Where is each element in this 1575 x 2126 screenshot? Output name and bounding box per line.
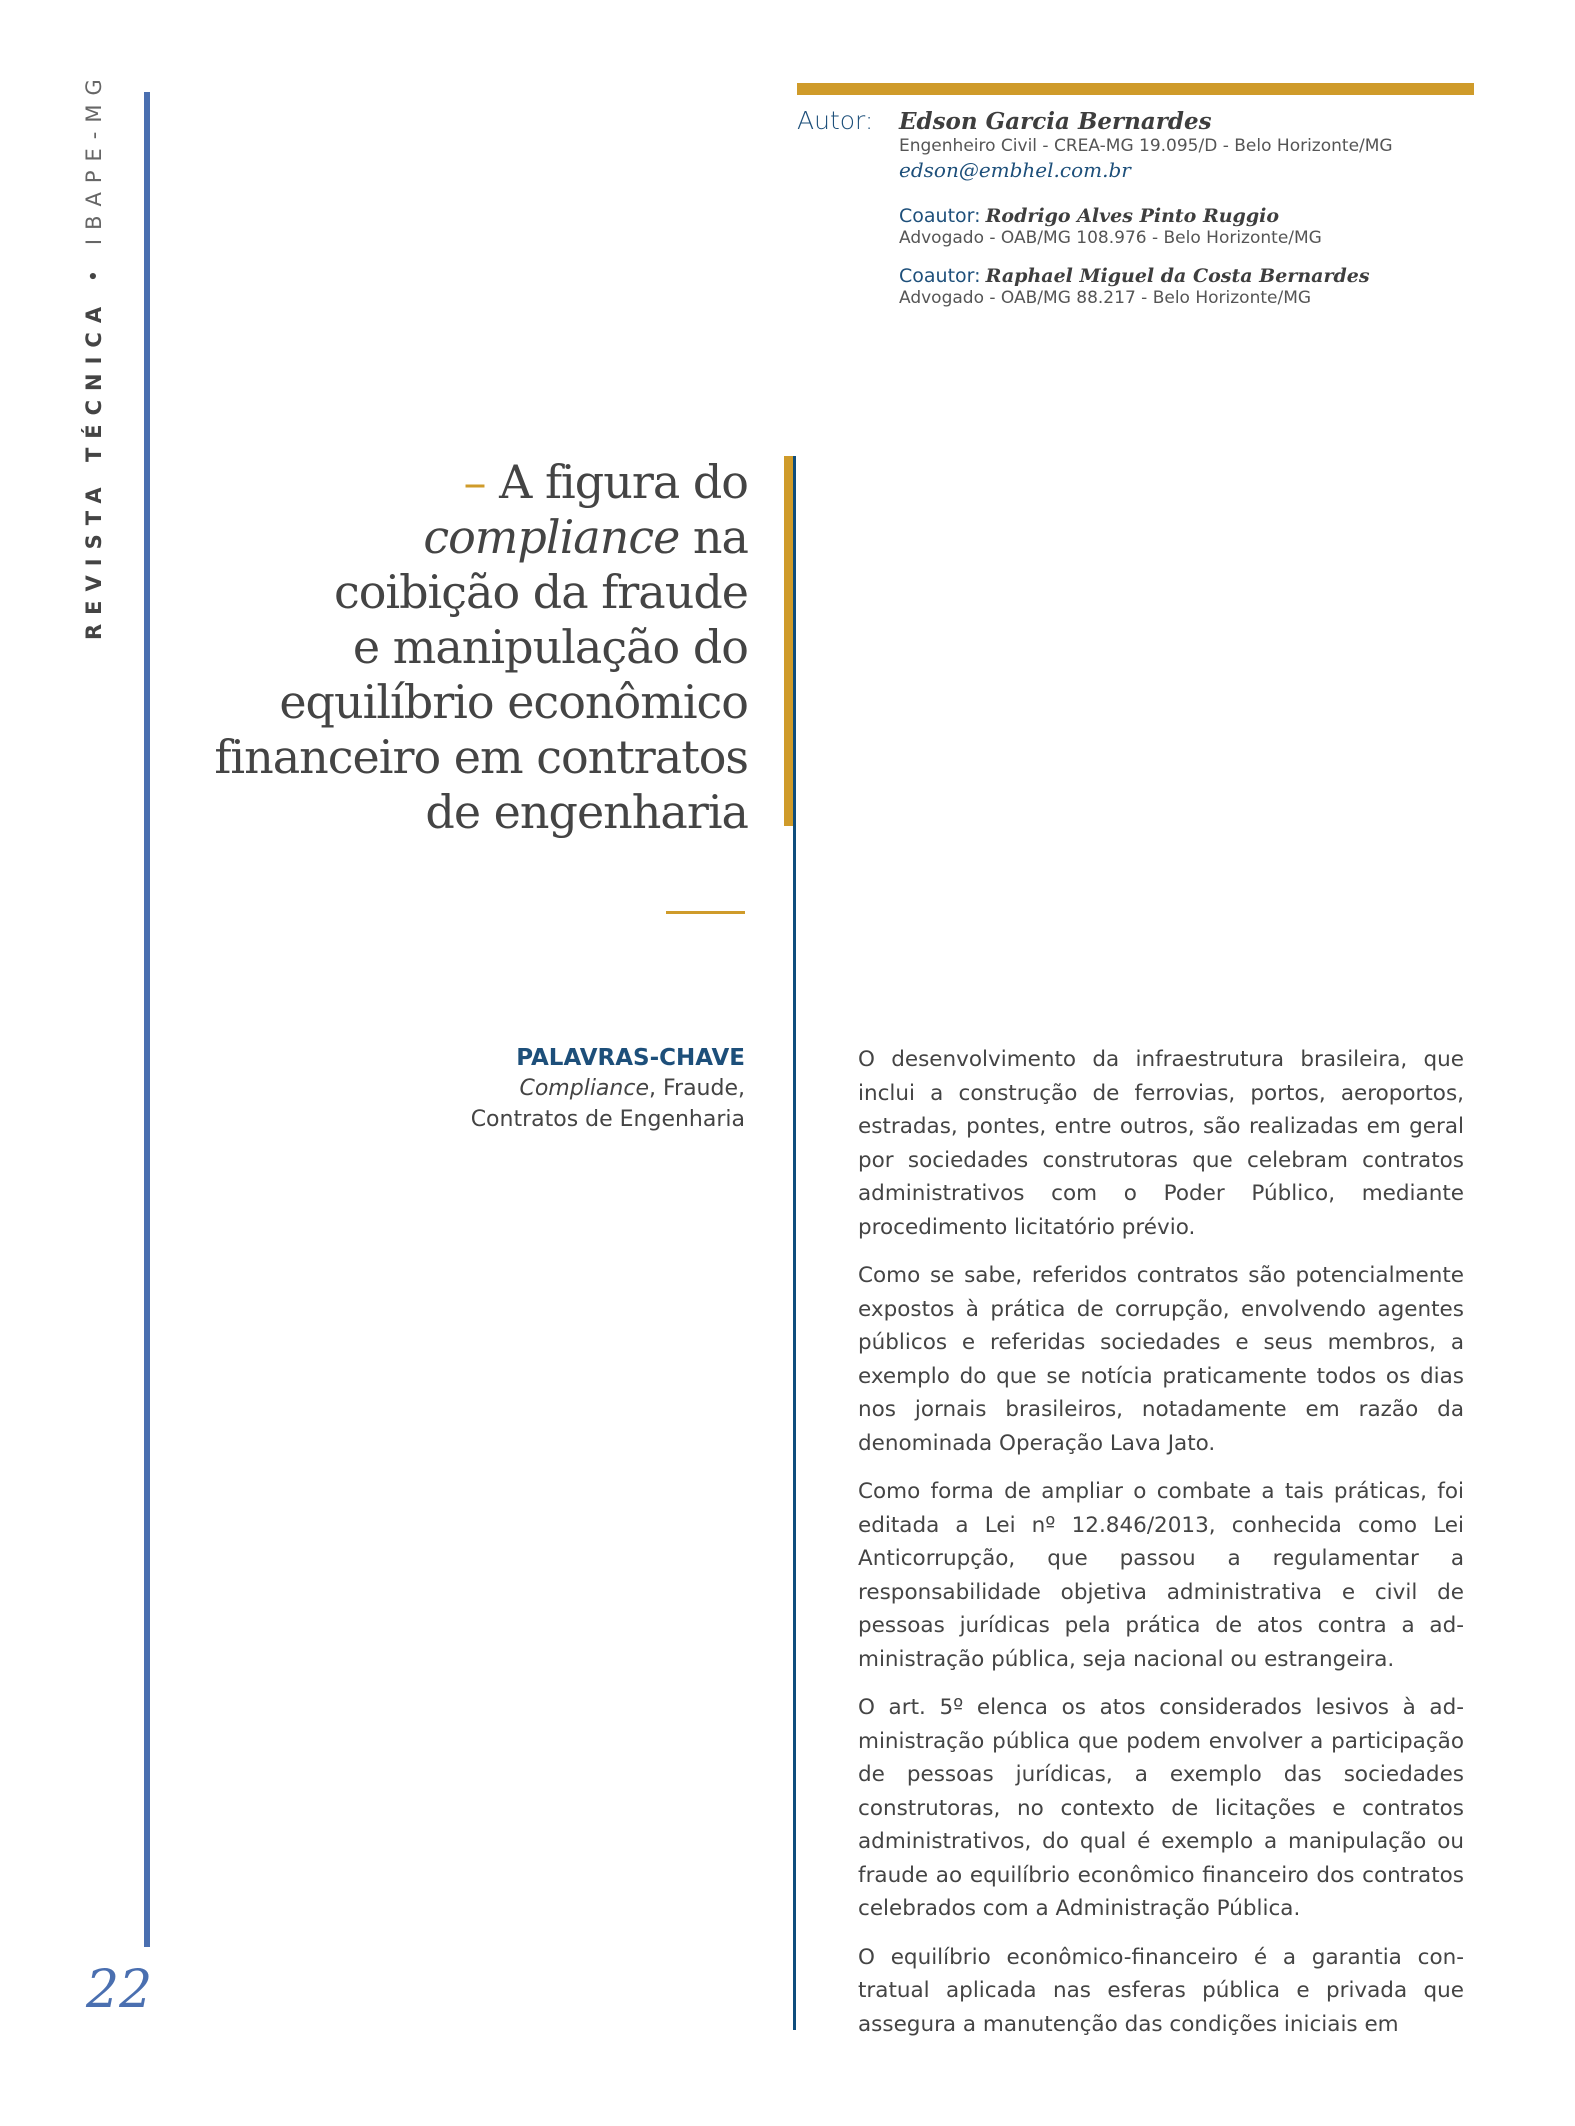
page-number: 22: [86, 1960, 153, 2020]
author-row: [797, 106, 1477, 135]
title-line: de engenharia: [425, 785, 748, 839]
author-credentials: Engenheiro Civil - CREA-MG 19.095/D - Belo Horizonte/MG: [899, 136, 1393, 156]
coauthor-entry: [899, 265, 1477, 309]
keyword-text: , Fraude,: [648, 1076, 745, 1101]
title-accent-bar: [784, 456, 793, 826]
title-underline-accent: [666, 911, 745, 914]
top-accent-bar: [797, 83, 1474, 95]
author-label: Autor:: [797, 106, 874, 135]
article-title: [180, 455, 748, 840]
keyword-italic: Compliance: [519, 1076, 649, 1101]
title-line: A figura do: [499, 455, 748, 509]
body-paragraph: O desenvolvimento da infraestrutura brasileira, que inclui a construção de ferrovias, portos, aeroportos, estradas, pontes, entre outros, são realizadas em geral por sociedades construtoras que celebram contratos administrativos com o Poder Público, mediante procedimento licitatório prévio.: [858, 1047, 1464, 1240]
title-italic-term: compliance: [423, 510, 680, 564]
coauthor-name: Raphael Miguel da Costa Bernardes: [985, 265, 1370, 287]
title-line: e manipulação do: [352, 620, 748, 674]
title-line: equilíbrio econômico: [279, 675, 748, 729]
article-body: [858, 1043, 1464, 2056]
organization-name: IBAPE-MG: [82, 70, 106, 246]
author-name: Edson Garcia Bernardes: [899, 108, 1212, 135]
title-dash-accent: –: [463, 455, 486, 509]
coauthor-credentials: Advogado - OAB/MG 108.976 - Belo Horizonte/MG: [899, 228, 1322, 248]
body-paragraph: Como forma de ampliar o combate a tais práticas, foi editada a Lei nº 12.846/2013, conhecida como Lei Anticorrupção, que passou a regulamentar a responsabilidade objetiva administrativa e civil de pessoas jurídicas pela prática de atos contra a administração pública, seja nacional ou estrangeira.: [858, 1479, 1464, 1672]
keywords-block: [380, 1043, 745, 1135]
coauthor-entry: [899, 205, 1477, 249]
spine-divider-line: [144, 92, 150, 1947]
coauthor-label: Coautor:: [899, 265, 981, 287]
title-line: na: [679, 510, 748, 564]
body-paragraph: O equilíbrio econômico-financeiro é a garantia contratual aplicada nas esferas pública e privada que assegura a manutenção das condições iniciais em: [858, 1944, 1464, 2037]
body-paragraph: O art. 5º elenca os atos considerados lesivos à administração pública que podem envolver a participação de pessoas jurídicas, a exemplo das sociedades construtoras, no contexto de licitações e contratos administrativos, do qual é exemplo a manipulação ou fraude ao equilíbrio econômico financeiro dos contratos celebrados com a Administração Pública.: [858, 1695, 1464, 1921]
column-divider-line: [793, 456, 796, 2030]
title-line: financeiro em contratos: [214, 730, 748, 784]
coauthor-label: Coautor:: [899, 205, 981, 227]
title-line: coibição da fraude: [333, 565, 748, 619]
coauthor-credentials: Advogado - OAB/MG 88.217 - Belo Horizonte/MG: [899, 288, 1312, 308]
keywords-heading: PALAVRAS-CHAVE: [516, 1045, 745, 1071]
keywords-line: Contratos de Engenharia: [470, 1107, 745, 1132]
body-paragraph: Como se sabe, referidos contratos são potencialmente expostos à prática de corrupção, envolvendo agentes públicos e referidas sociedades e seus membros, a exemplo do que se notícia praticamente todos os dias nos jornais brasileiros, notadamente em razão da denominada Operação Lava Jato.: [858, 1263, 1464, 1456]
coauthor-name: Rodrigo Alves Pinto Ruggio: [985, 205, 1280, 227]
separator-dot: •: [82, 260, 106, 283]
keywords-line: [380, 1073, 745, 1104]
publication-name: REVISTA TÉCNICA: [82, 297, 106, 640]
running-header-vertical: [82, 70, 106, 640]
author-email-link[interactable]: edson@embhel.com.br: [899, 158, 1131, 182]
author-block: [797, 106, 1477, 309]
